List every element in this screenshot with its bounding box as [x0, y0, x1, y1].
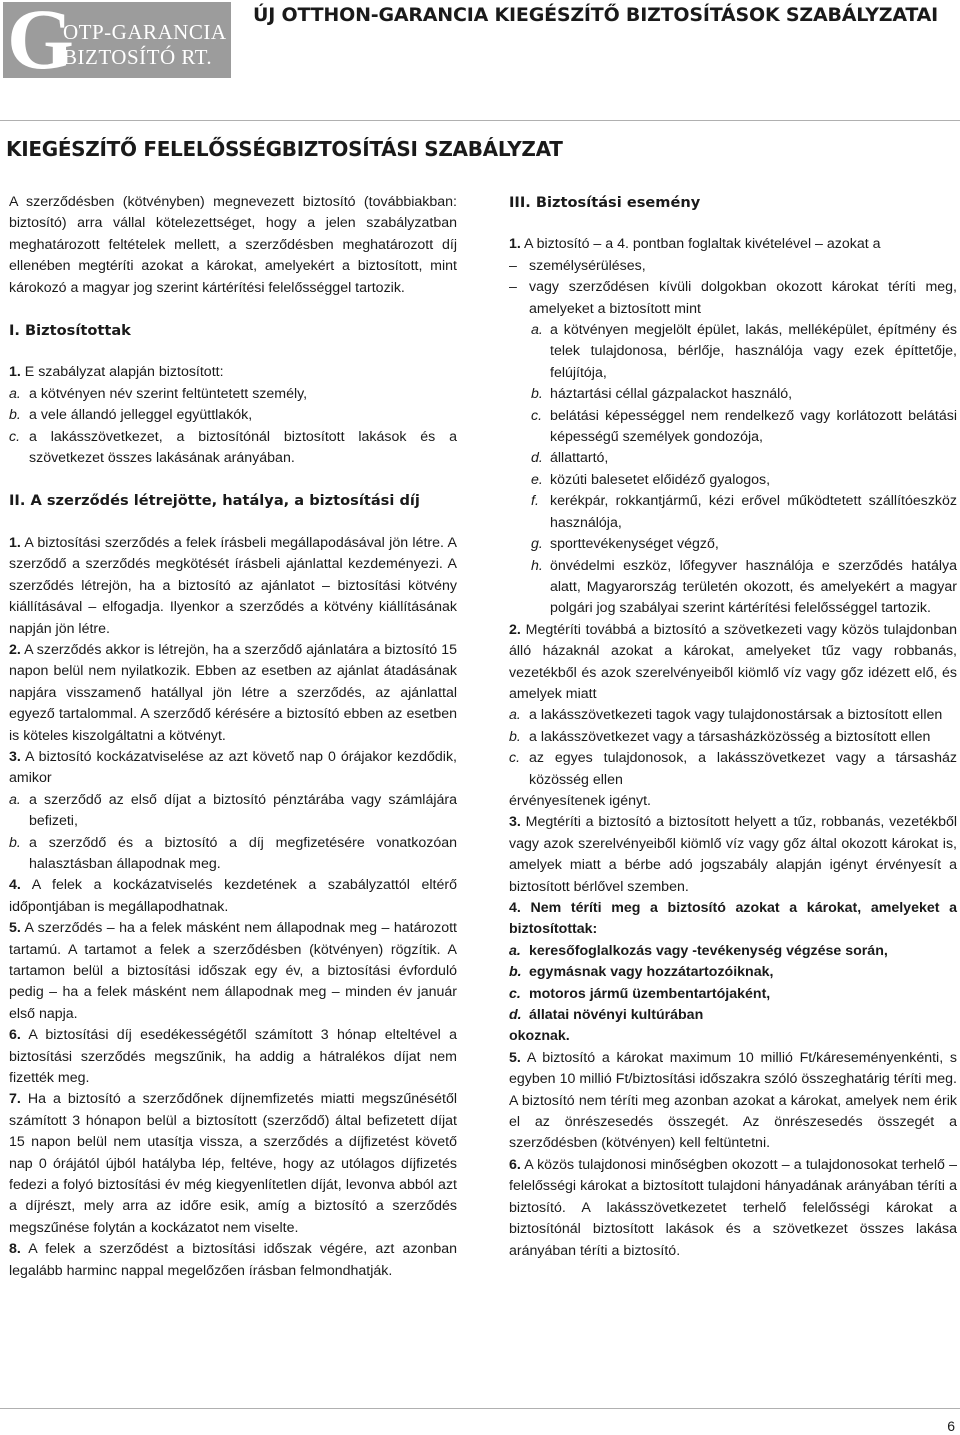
- company-logo: [3, 0, 231, 87]
- list-item: c. az egyes tulajdonosok, a lakásszövetkezet vagy a társasház közösség ellen: [509, 750, 957, 788]
- list-item: b. egymásnak vagy hozzátartozóiknak,: [509, 964, 774, 981]
- list-item: b. a vele állandó jelleggel együttlakók,: [9, 407, 253, 424]
- list-item: – személysérüléses,: [509, 257, 646, 274]
- section2-paragraph-6: 6. A biztosítási díj esedékességétől számított 3 hónap elteltével a biztosítási szerződés megszűnik, ha addig a hátralékos díjat nem fizették meg.: [9, 1027, 457, 1087]
- left-column: [9, 192, 457, 1282]
- section2-paragraph-7: 7. Ha a biztosító a szerződőnek díjnemfizetés miatti megszűnésétől számított 3 hónapon belül a biztosított (szerződő) által befizetett díjat 15 napon belül nem utasítja vissza, a szerződés a díjfizetést követő nap 0 órájától újból hatályba lép, feltéve, hogy az utólagos díjfizetés fedezi a folyó biztosítási év még kiegyenlítetlen díját, levonva abból azt a díjrészt, mely arra az időre esik, amíg a biztosító a szerződés megszűnése folytán a kockázatot nem viselte.: [9, 1091, 457, 1236]
- list-item: d. állatai növényi kultúrában: [509, 1007, 704, 1024]
- list-item: a. keresőfoglalkozás vagy -tevékenység végzése során,: [509, 942, 888, 959]
- bottom-divider: [0, 1408, 960, 1409]
- section2-paragraph-1: 1. A biztosítási szerződés a felek írásbeli megállapodásával jön létre. A szerződő a szerződés megkötését írásbeli ajánlattal kezdeményezi. A szerződés létrejön, ha a biztosító az ajánlatot – biztosítási kötvény kiállításával – elfogadja. Ilyenkor a szerződés a kötvény kiállításának napján jön létre.: [9, 534, 457, 637]
- page-title: KIEGÉSZÍTŐ FELELŐSSÉGBIZTOSÍTÁSI SZABÁLYZAT: [6, 137, 563, 161]
- list-item: a. a kötvényen megjelölt épület, lakás, melléképület, építmény és telek tulajdonosa, bérlője, használója vagy ezek építtetője, felújítója,: [531, 322, 957, 381]
- list-item: a. a lakásszövetkezeti tagok vagy tulajdonostársak a biztosított ellen: [509, 707, 943, 724]
- section3-paragraph-4: 4. Nem téríti meg a biztosító azokat a károkat, amelyeket a biztosítottak:: [509, 900, 957, 938]
- section2-paragraph-4: 4. A felek a kockázatviselés kezdetének a szabályzattól eltérő időpontjában is megállapodhatnak.: [9, 877, 457, 915]
- logo-line2: BIZTOSÍTÓ RT.: [63, 45, 213, 69]
- page-number: 6: [947, 1418, 955, 1434]
- list-item: c. belátási képességgel nem rendelkező vagy korlátozott belátási képességű személyek gondozója,: [531, 407, 957, 446]
- right-column: [509, 192, 957, 1262]
- section3-paragraph-4-tail: okoznak.: [509, 1028, 570, 1045]
- header-title: ÚJ OTTHON-GARANCIA KIEGÉSZÍTŐ BIZTOSÍTÁSOK SZABÁLYZATAI: [253, 4, 939, 26]
- list-item: b. háztartási céllal gázpalackot használó,: [531, 386, 793, 403]
- list-item: b. a szerződő és a biztosító a díj megfizetésére vonatkozóan halasztásban állapodnak meg.: [9, 834, 457, 872]
- section3-paragraph-6: 6. A közös tulajdonosi minőségben okozott – a tulajdonosokat terhelő – felelősségi károkat a biztosított tulajdoni hányadának arányában téríti a biztosító. A lakásszövetkezetet terhelő felelősségi károkat a biztosítónál biztosított lakások és a szövetkezet összes lakása arányában téríti a biztosító.: [509, 1156, 957, 1259]
- logo-letter: G: [7, 0, 74, 87]
- top-divider: [0, 120, 960, 121]
- list-item: b. a lakásszövetkezet vagy a társasházközösség a biztosított ellen: [509, 728, 931, 745]
- list-item: g. sporttevékenységet végző,: [531, 536, 719, 553]
- list-item: a. a szerződő az első díjat a biztosító pénztárába vagy számlájára befizeti,: [9, 791, 457, 830]
- section2-paragraph-8: 8. A felek a szerződést a biztosítási időszak végére, azt azonban legalább harminc nappal megelőzően írásban felmondhatják.: [9, 1241, 457, 1279]
- list-item: e. közúti balesetet előidéző gyalogos,: [531, 471, 771, 488]
- list-item: – vagy szerződésen kívüli dolgokban okozott károkat téríti meg, amelyeket a biztosított mint: [509, 279, 957, 317]
- section3-paragraph-1: 1. A biztosító – a 4. pontban foglaltak kivételével – azokat a: [509, 236, 881, 253]
- section2-paragraph-3: 3. A biztosító kockázatviselése az azt követő nap 0 órájakor kezdődik, amikor: [9, 748, 457, 787]
- section2-paragraph-5: 5. A szerződés – ha a felek másként nem állapodnak meg – határozott tartamú. A tartamot a felek a szerződésben (kötvényen) rögzítik. A tartamon belül a biztosítási időszak egy év, a biztosítási évforduló pedig – ha a felek másként nem állapodnak meg – minden év január első napja.: [9, 920, 457, 1022]
- section3-paragraph-5: 5. A biztosító a károkat maximum 10 millió Ft/káreseményenkénti, s egyben 10 millió Ft/biztosítási időszakra szóló összeghatárig téríti meg. A biztosító nem téríti meg azonban azokat a károkat, amelyek nem érik el az önrészesedés összegét. Az önrészesedés összegét a szerződésben (kötvényen) kell feltüntetni.: [509, 1049, 957, 1152]
- list-item: c. a lakásszövetkezet, a biztosítónál biztosított lakások és a szövetkezet összes lakásának arányában.: [9, 428, 457, 467]
- list-item: a. a kötvényen név szerint feltüntetett személy,: [9, 385, 308, 402]
- section1-paragraph-1: 1. E szabályzat alapján biztosított:: [9, 364, 224, 381]
- list-item: f. kerékpár, rokkantjármű, kézi erővel működtetett szállítóeszköz használója,: [531, 493, 957, 531]
- list-item: d. állattartó,: [531, 450, 609, 467]
- section3-paragraph-3: 3. Megtéríti a biztosító a biztosított helyett a tűz, robbanás, vezetékből vagy azok szerelvényeiből kiömlő víz vagy gőz által okozott károkat is, amelyek miatt a bérbe adó jogszabály alapján igényt érvényesít a biztosított bérlővel szemben.: [509, 814, 957, 895]
- section-heading-1: I. Biztosítottak: [9, 322, 131, 340]
- logo-line1: OTP-GARANCIA: [63, 20, 227, 44]
- list-item: c. motoros jármű üzembentartójaként,: [509, 985, 771, 1002]
- section3-paragraph-2-tail: érvényesítenek igényt.: [509, 792, 651, 809]
- list-item: h. önvédelmi eszköz, lőfegyver használója e szerződés hatálya alatt, Magyarország területén okozott, és amelyekért a magyar polgári jog szabályai szerint kártérítési felelősséggel tartozik.: [531, 557, 957, 617]
- section2-paragraph-2: 2. A szerződés akkor is létrejön, ha a szerződő ajánlatára a biztosító 15 napon belül nem nyilatkozik. Ebben az esetben az ajánlat átadásának napjára visszamenő hatállyal jön létre a szerződés, az ajánlattal egyező tartalommal. A szerződő kérésére a biztosító ebben az esetben is köteles kiszolgáltatni a kötvényt.: [9, 641, 457, 744]
- section-heading-3: III. Biztosítási esemény: [509, 194, 701, 211]
- section-heading-2: II. A szerződés létrejötte, hatálya, a biztosítási díj: [9, 492, 420, 510]
- section3-paragraph-2: 2. Megtéríti továbbá a biztosító a szövetkezeti vagy közös tulajdonban álló házaknál azokat a károkat, amelyeket tűz vagy robbanás, vezetékből és azok szerelvényeiből kiömlő víz vagy gőz idézett elő, és amelyek miatt: [509, 621, 957, 702]
- intro-paragraph: A szerződésben (kötvényben) megnevezett biztosító (továbbiakban: biztosító) arra vállal kötelezettséget, hogy a jelen szabályzatban meghatározott feltételek mellett, a szerződésben meghatározott díj ellenében megtéríti azokat a károkat, amelyekért a biztosított, mint károkozó a magyar jog szerint kártérítési felelősséggel tartozik.: [9, 194, 457, 296]
